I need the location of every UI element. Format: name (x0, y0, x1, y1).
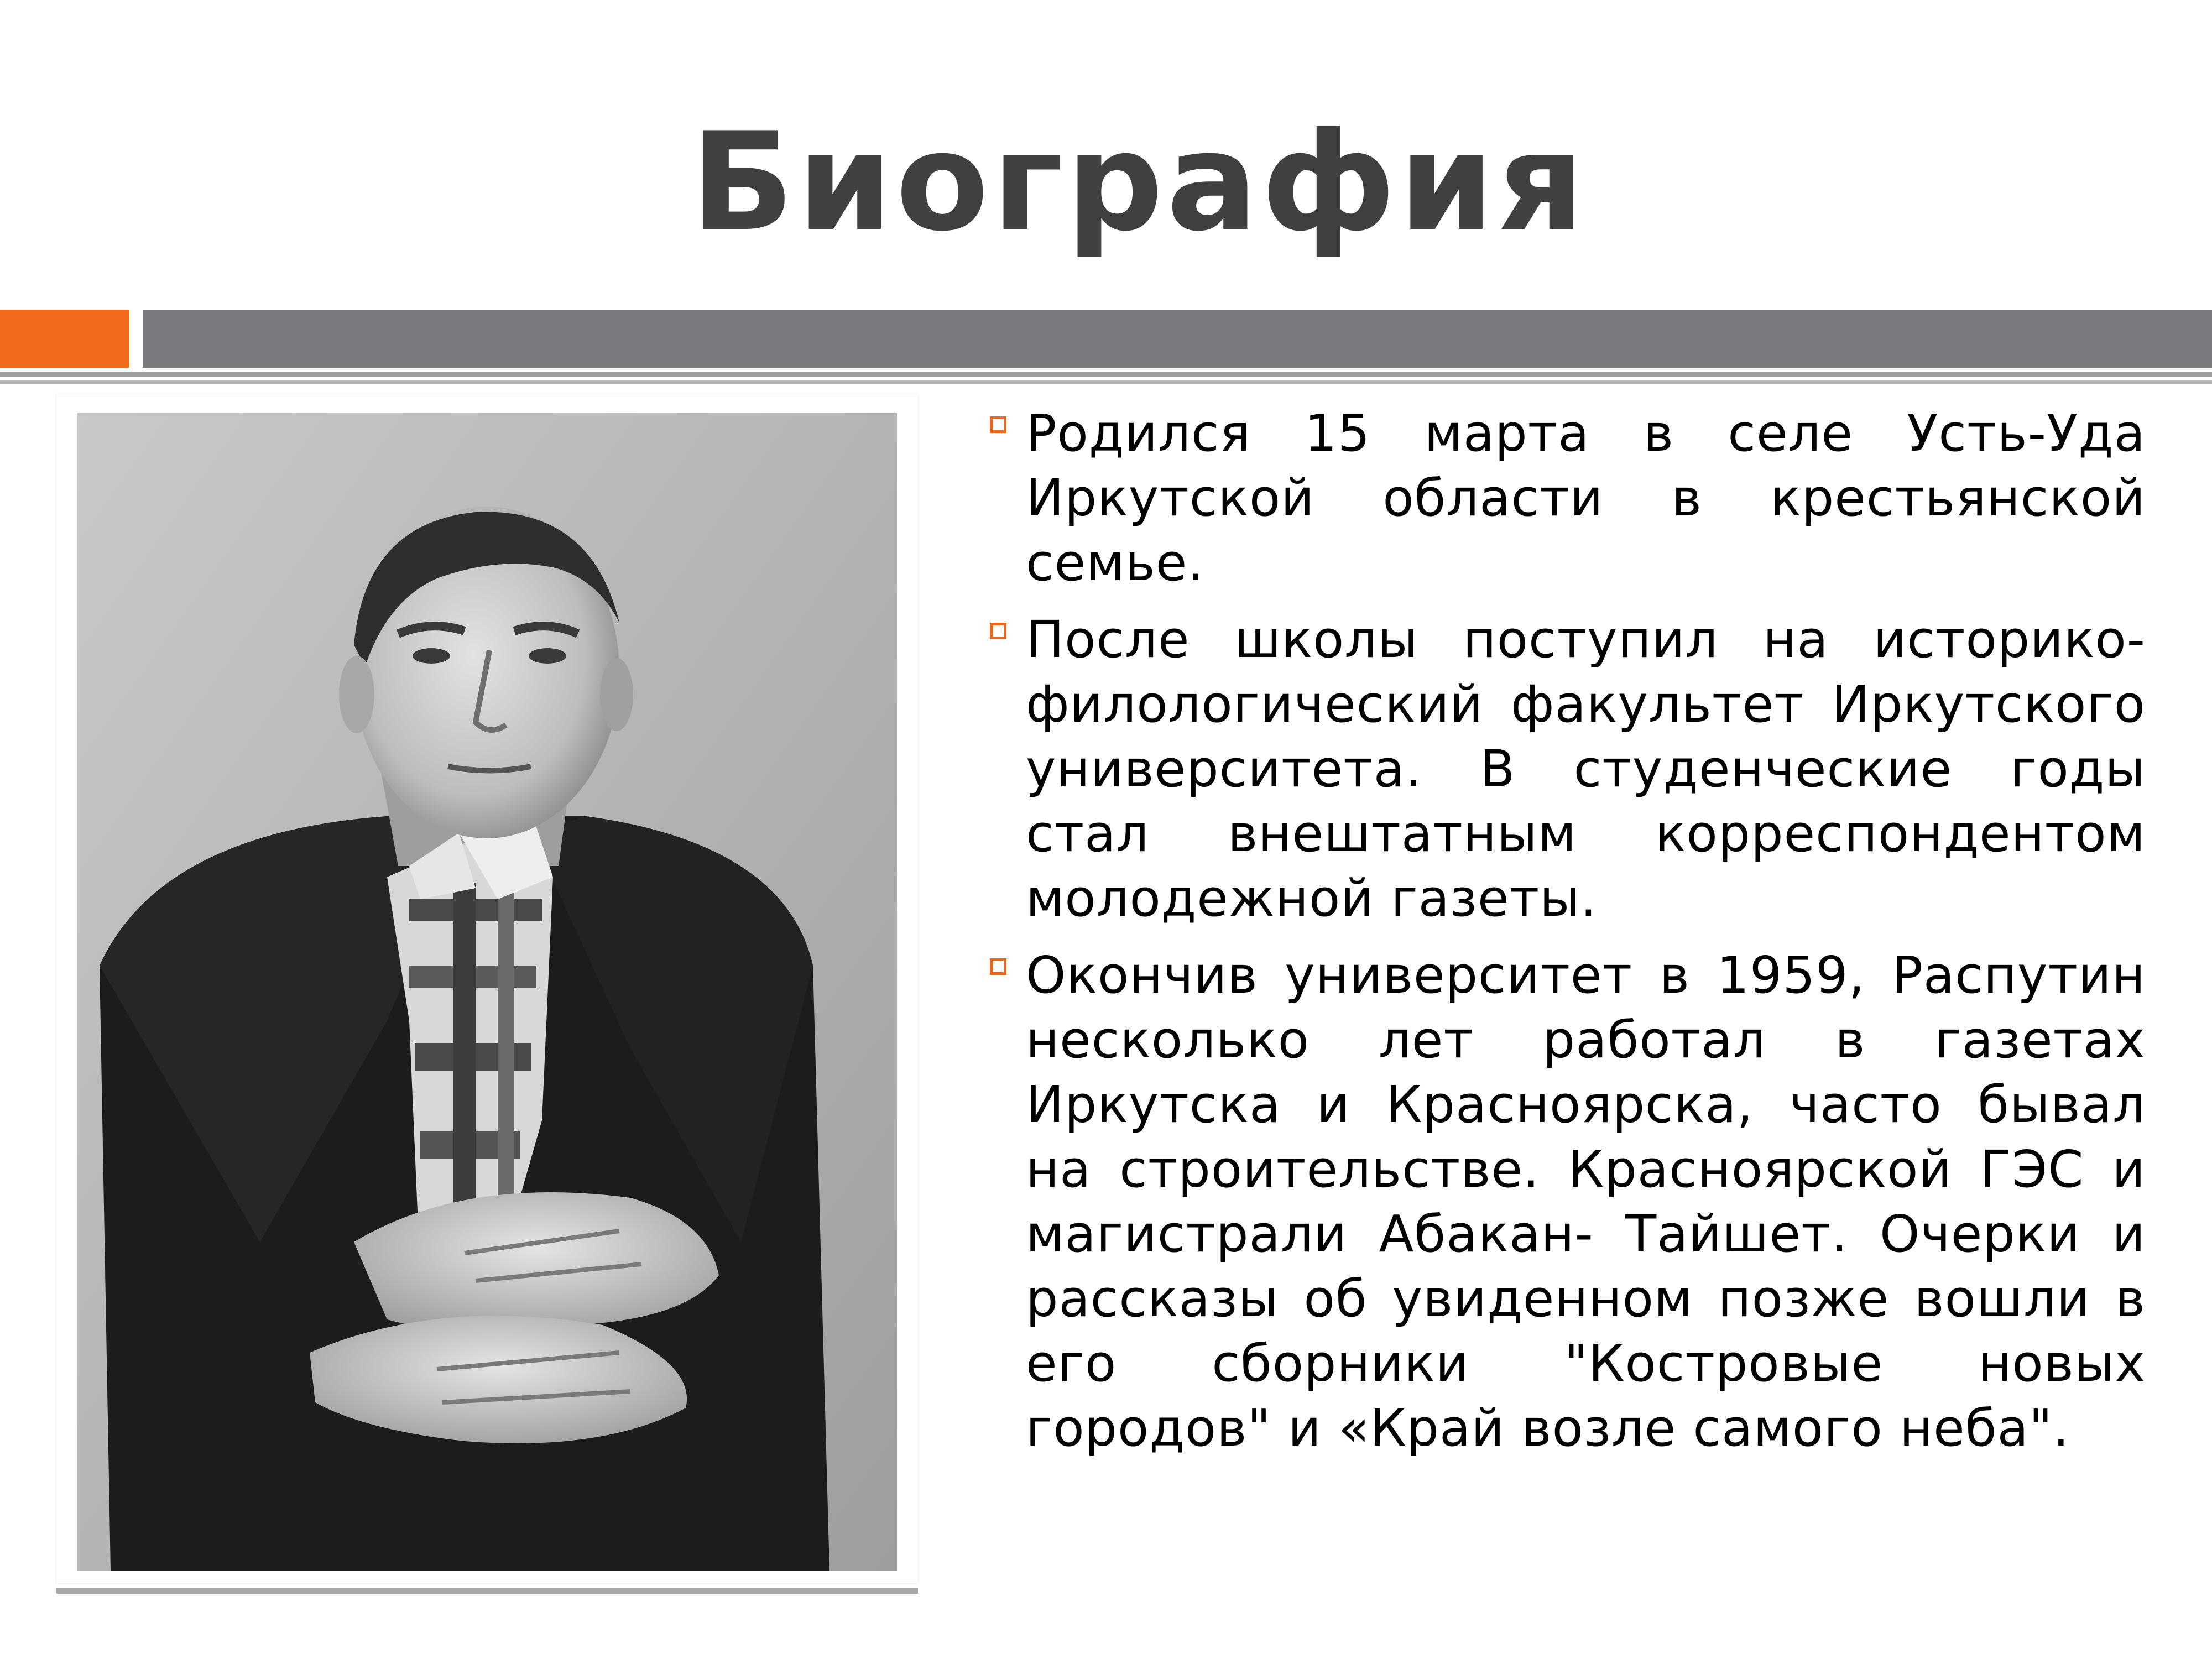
bullet-text: Окончив университет в 1959, Распутин несколько лет работал в газетах Иркутска и Красноярска, часто бывал на строительстве. Красноярской ГЭС и магистрали Абакан- Тайшет. Очерки и рассказы об увиденном позже вошли в его сборники "Костровые новых городов" и «Край возле самого неба". (1026, 946, 2146, 1458)
list-item (990, 401, 2146, 595)
divider-line-thin (0, 380, 2212, 384)
portrait-frame (56, 394, 918, 1583)
biography-list (990, 401, 2146, 1473)
list-item (990, 607, 2146, 931)
portrait-frame-shadow (56, 1588, 918, 1594)
divider-line (0, 372, 2212, 377)
square-outline-icon (990, 416, 1006, 433)
slide-title: Биография (691, 103, 1588, 261)
bullet-text: Родился 15 марта в селе Усть-Уда Иркутской области в крестьянской семье. (1026, 404, 2146, 592)
square-outline-icon (990, 958, 1006, 975)
square-outline-icon (990, 623, 1006, 639)
portrait-photo (77, 413, 897, 1571)
bullet-text: После школы поступил на историко-филологический факультет Иркутского университета. В студенческие годы стал внештатным корреспондентом молодежной газеты. (1026, 610, 2146, 928)
accent-bar (0, 310, 129, 368)
header-bar (143, 310, 2212, 368)
list-item (990, 943, 2146, 1460)
